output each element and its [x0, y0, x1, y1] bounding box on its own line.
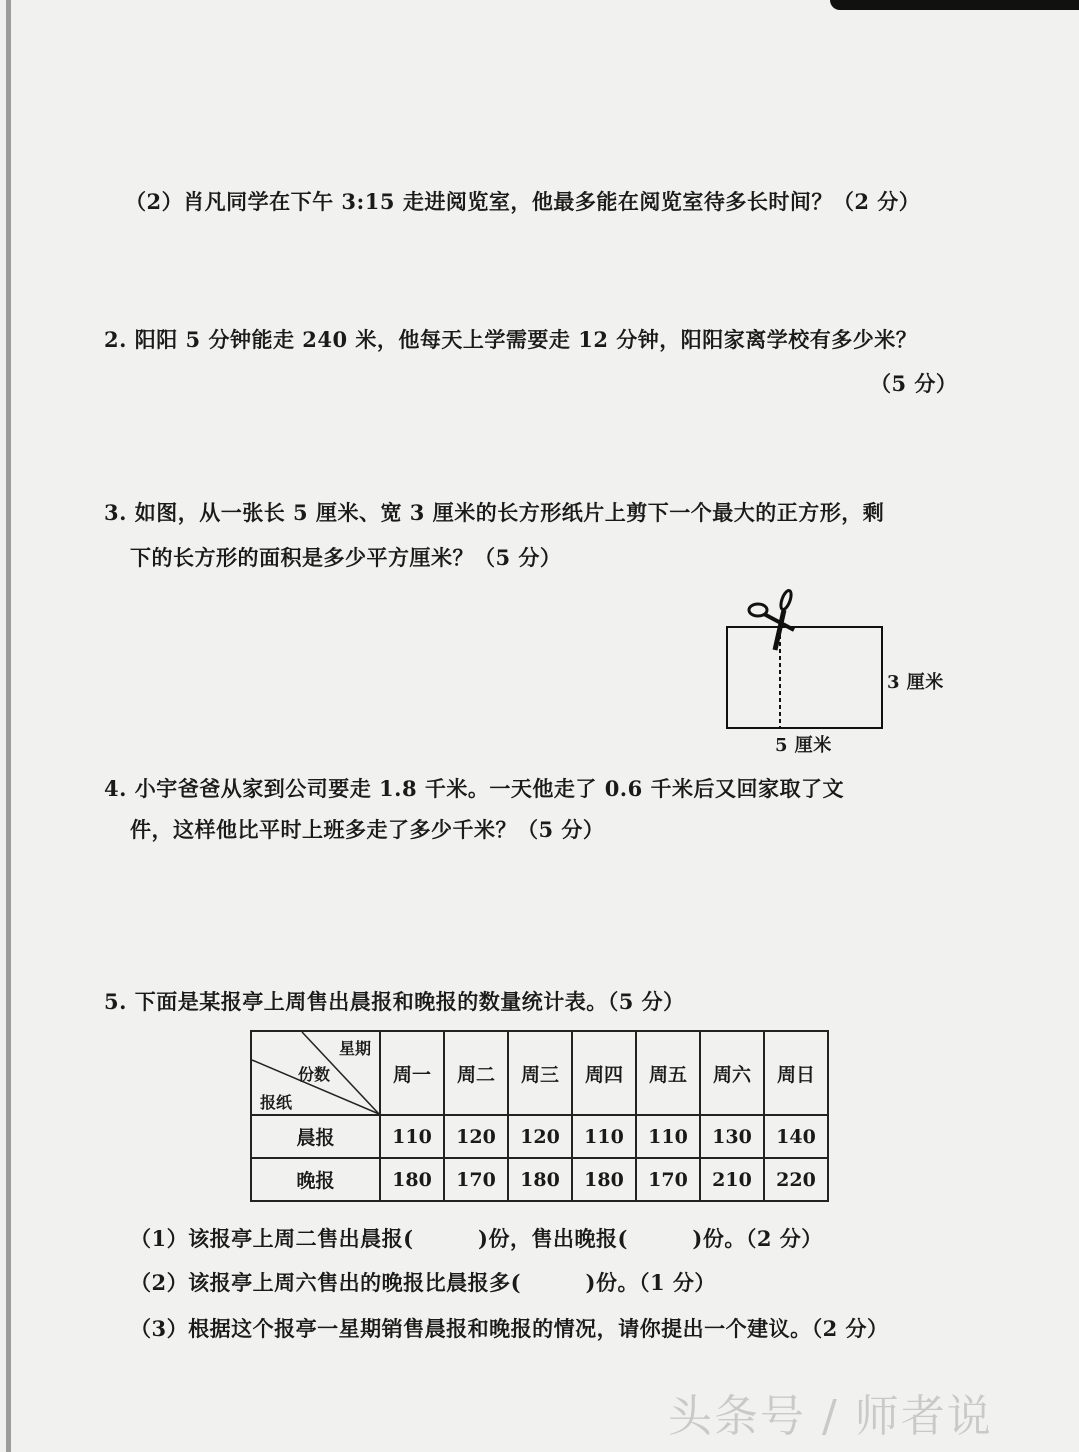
question-2: 2. 阳阳 5 分钟能走 240 米，他每天上学需要走 12 分钟，阳阳家离学校有多少米？: [104, 327, 918, 352]
table-cell: 220: [764, 1158, 828, 1201]
table-cell: 180: [572, 1158, 636, 1201]
question-5-3: （3）根据这个报亭一星期销售晨报和晚报的情况，请你提出一个建议。（2 分）: [130, 1316, 889, 1341]
table-cell: 110: [380, 1115, 444, 1158]
row-label: 晚报: [251, 1158, 380, 1201]
day-header: 周四: [572, 1031, 636, 1115]
table-row: [251, 1115, 828, 1158]
table-cell: 210: [700, 1158, 764, 1201]
question-3-line1: 3. 如图，从一张长 5 厘米、宽 3 厘米的长方形纸片上剪下一个最大的正方形，剩: [104, 500, 885, 525]
corner-top: 星期: [338, 1039, 371, 1058]
newspaper-sales-table: [250, 1030, 829, 1202]
height-label: 3 厘米: [887, 672, 944, 693]
table-cell: 170: [444, 1158, 508, 1201]
day-header: 周日: [764, 1031, 828, 1115]
table-row: [251, 1158, 828, 1201]
table-cell: 130: [700, 1115, 764, 1158]
table-cell: 110: [572, 1115, 636, 1158]
row-label: 晨报: [251, 1115, 380, 1158]
question-2-score: （5 分）: [870, 371, 958, 396]
question-4-line2: 件，这样他比平时上班多走了多少千米？（5 分）: [130, 817, 605, 842]
rectangle-shape: [727, 627, 882, 728]
question-5: 5. 下面是某报亭上周售出晨报和晚报的数量统计表。（5 分）: [104, 989, 685, 1014]
day-header: 周一: [380, 1031, 444, 1115]
day-header: 周六: [700, 1031, 764, 1115]
scan-shadow: [830, 0, 1079, 10]
table-cell: 170: [636, 1158, 700, 1201]
day-header: 周五: [636, 1031, 700, 1115]
scan-edge: [6, 0, 11, 1452]
question-5-1: （1）该报亭上周二售出晨报( )份，售出晚报( )份。（2 分）: [130, 1226, 823, 1251]
width-label: 5 厘米: [775, 735, 832, 756]
table-cell: 120: [508, 1115, 572, 1158]
corner-bottom: 报纸: [260, 1093, 293, 1112]
question-3-line2: 下的长方形的面积是多少平方厘米？（5 分）: [130, 545, 562, 570]
corner-cell: [251, 1031, 380, 1115]
corner-middle: 份数: [298, 1065, 331, 1084]
question-1-2: （2）肖凡同学在下午 3:15 走进阅览室，他最多能在阅览室待多长时间？（2 分）: [125, 189, 921, 214]
table-header-row: [251, 1031, 828, 1115]
scissors-icon: [749, 589, 794, 650]
watermark: 头条号 / 师者说: [668, 1391, 993, 1442]
table-cell: 140: [764, 1115, 828, 1158]
table-cell: 120: [444, 1115, 508, 1158]
table-cell: 180: [380, 1158, 444, 1201]
day-header: 周二: [444, 1031, 508, 1115]
table-cell: 110: [636, 1115, 700, 1158]
table-cell: 180: [508, 1158, 572, 1201]
day-header: 周三: [508, 1031, 572, 1115]
question-4-line1: 4. 小宇爸爸从家到公司要走 1.8 千米。一天他走了 0.6 千米后又回家取了文: [104, 776, 845, 801]
question-5-2: （2）该报亭上周六售出的晚报比晨报多( )份。（1 分）: [130, 1270, 716, 1295]
